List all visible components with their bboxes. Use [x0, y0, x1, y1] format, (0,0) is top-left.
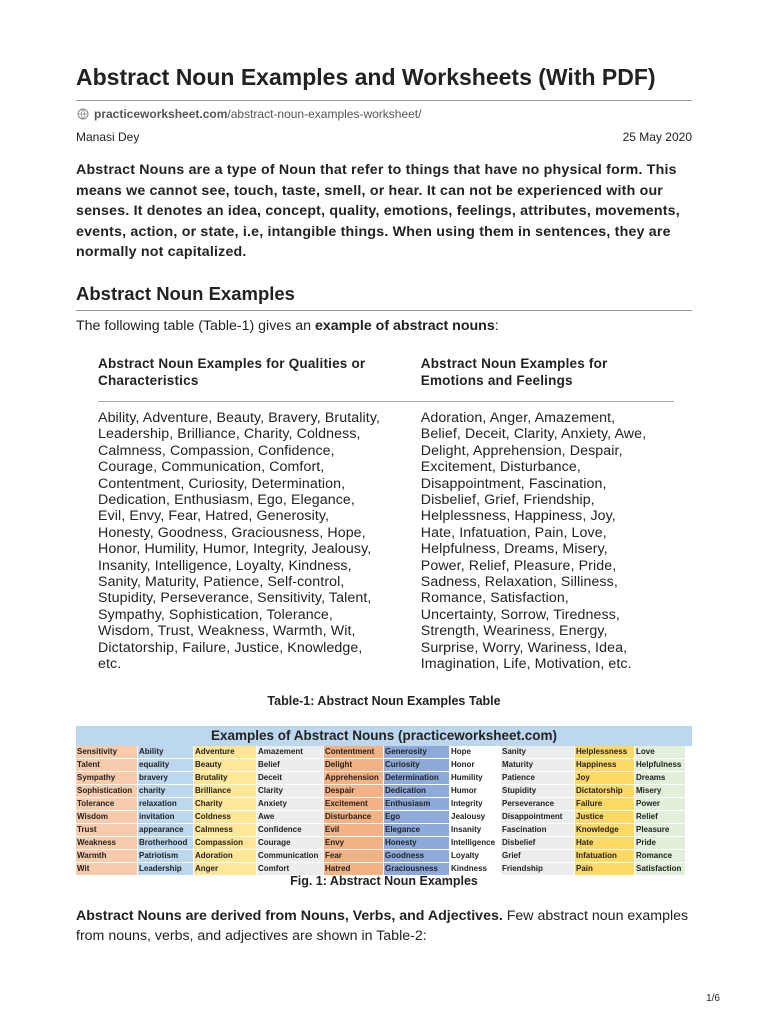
table-line: Imagination, Life, Motivation, etc.: [420, 656, 632, 673]
table-line: Wisdom, Trust, Weakness, Warmth, Wit,: [98, 623, 356, 640]
figure-cell: Calmness: [194, 824, 257, 837]
figure-cell: Brilliance: [194, 785, 257, 798]
table-header-row: [98, 355, 674, 402]
figure-cell: Sympathy: [76, 772, 138, 785]
table-caption: Table-1: Abstract Noun Examples Table: [267, 694, 501, 708]
table-line: Disappointment, Fascination,: [420, 475, 607, 492]
url-path: /abstract-noun-examples-worksheet/: [227, 107, 422, 121]
figure-cell: Sophistication: [76, 785, 138, 798]
figure-cell: invitation: [138, 811, 194, 824]
table-lead-text: [76, 318, 499, 334]
figure-cell: Patience: [501, 772, 575, 785]
table-line: Evil, Envy, Fear, Hatred, Generosity,: [98, 508, 330, 525]
figure-cell: Determination: [384, 772, 450, 785]
table-line: Sanity, Maturity, Patience, Self-control,: [98, 574, 345, 591]
table-line: Delight, Apprehension, Despair,: [420, 442, 623, 459]
figure-cell: Integrity: [450, 798, 501, 811]
table-cell-qualities: [98, 410, 421, 673]
figure-cell: Brutality: [194, 772, 257, 785]
figure-cell: Adoration: [194, 850, 257, 863]
figure-cell: Wisdom: [76, 811, 138, 824]
figure-cell: Helpfulness: [635, 759, 686, 772]
figure-grid: [76, 746, 692, 876]
figure-cell: Excitement: [324, 798, 384, 811]
figure-cell: Tolerance: [76, 798, 138, 811]
figure-cell: Talent: [76, 759, 138, 772]
table-line: Stupidity, Perseverance, Sensitivity, Talent,: [98, 590, 372, 607]
table-line: Insanity, Intelligence, Loyalty, Kindness,: [98, 557, 352, 574]
figure-cell: Power: [635, 798, 686, 811]
table-line: Honor, Humility, Humor, Integrity, Jealousy,: [98, 541, 372, 558]
table-line: Uncertainty, Sorrow, Tiredness,: [420, 606, 620, 623]
figure-cell: Maturity: [501, 759, 575, 772]
figure-cell: Courage: [257, 837, 324, 850]
figure-cell: Relief: [635, 811, 686, 824]
figure-cell: Confidence: [257, 824, 324, 837]
figure-cell: Justice: [575, 811, 635, 824]
figure-cell: Curiosity: [384, 759, 450, 772]
link-icon: [76, 107, 90, 121]
figure-cell: Love: [635, 746, 686, 759]
table-line: Helplessness, Happiness, Joy,: [420, 508, 616, 525]
figure-cell: Hope: [450, 746, 501, 759]
author: Manasi Dey: [76, 130, 140, 144]
figure-cell: Satisfaction: [635, 863, 686, 876]
figure-cell: equality: [138, 759, 194, 772]
figure-cell: Elegance: [384, 824, 450, 837]
table-line: Helpfulness, Dreams, Misery,: [420, 541, 608, 558]
figure-cell: Beauty: [194, 759, 257, 772]
table-line: Excitement, Disturbance,: [420, 459, 581, 476]
figure-cell: Intelligence: [450, 837, 501, 850]
figure-cell: Comfort: [257, 863, 324, 876]
table-line: Courage, Communication, Comfort,: [98, 459, 325, 476]
figure-cell: Loyalty: [450, 850, 501, 863]
source-url[interactable]: [76, 107, 421, 121]
table-header-emotions: Abstract Noun Examples for Emotions and Feelings: [420, 356, 608, 388]
table-line: Sympathy, Sophistication, Tolerance,: [98, 606, 333, 623]
figure-cell: Failure: [575, 798, 635, 811]
table-line: etc.: [98, 656, 122, 673]
figure-cell: Anxiety: [257, 798, 324, 811]
page-title: Abstract Noun Examples and Worksheets (With PDF): [76, 64, 656, 90]
table-line: Contentment, Curiosity, Determination,: [98, 475, 346, 492]
figure-cell: charity: [138, 785, 194, 798]
figure-cell: Honor: [450, 759, 501, 772]
table-line: Calmness, Compassion, Confidence,: [98, 442, 335, 459]
figure-cell: Adventure: [194, 746, 257, 759]
figure-cell: Dictatorship: [575, 785, 635, 798]
lead-text-post: :: [494, 318, 499, 334]
publish-date: 25 May 2020: [622, 130, 692, 144]
figure-cell: bravery: [138, 772, 194, 785]
table-line: Honesty, Goodness, Graciousness, Hope,: [98, 524, 366, 541]
figure-cell: Despair: [324, 785, 384, 798]
figure-cell: Enthusiasm: [384, 798, 450, 811]
figure-cell: Contentment: [324, 746, 384, 759]
figure-cell: Sensitivity: [76, 746, 138, 759]
table-header-qualities: Abstract Noun Examples for Qualities or Characteristics: [98, 356, 366, 388]
figure-title: Examples of Abstract Nouns (practiceworksheet.com): [76, 726, 692, 746]
figure-cell: Graciousness: [384, 863, 450, 876]
derived-rest: Few abstract noun examples from nouns, verbs, and adjectives are shown in Table-2:: [76, 908, 689, 944]
table-body-row: [98, 410, 674, 673]
figure-cell: Deceit: [257, 772, 324, 785]
figure-cell: Patriotism: [138, 850, 194, 863]
figure-cell: Anger: [194, 863, 257, 876]
figure-cell: Disappointment: [501, 811, 575, 824]
table-line: Dictatorship, Failure, Justice, Knowledge,: [98, 639, 363, 656]
table-line: Leadership, Brilliance, Charity, Coldness,: [98, 426, 361, 443]
figure-caption: Fig. 1: Abstract Noun Examples: [290, 874, 478, 888]
figure-cell: Stupidity: [501, 785, 575, 798]
figure-cell: Fear: [324, 850, 384, 863]
url-domain: practiceworksheet.com: [94, 107, 228, 121]
figure-cell: Ego: [384, 811, 450, 824]
table-line: Surprise, Worry, Wariness, Idea,: [420, 639, 628, 656]
intro-paragraph: Abstract Nouns are a type of Noun that refer to things that have no physical form. This means we cannot see, touch, taste, smell, or hear. It can not be experienced with our senses. It denotes an idea, concept, quality, emotions, feelings, attributes, movements, events, action, or state, i.e, intangible things. When using them in sentences, they are normally not capitalized.: [76, 162, 680, 261]
figure-cell: Misery: [635, 785, 686, 798]
figure-cell: Communication: [257, 850, 324, 863]
figure-cell: Happiness: [575, 759, 635, 772]
table-line: Belief, Deceit, Clarity, Anxiety, Awe,: [420, 426, 647, 443]
derived-paragraph: [76, 906, 692, 946]
derived-bold: Abstract Nouns are derived from Nouns, Verbs, and Adjectives.: [76, 908, 503, 924]
figure-cell: Grief: [501, 850, 575, 863]
figure-cell: Belief: [257, 759, 324, 772]
table-line: Hate, Infatuation, Pain, Love,: [420, 524, 607, 541]
figure-cell: Trust: [76, 824, 138, 837]
figure-cell: Brotherhood: [138, 837, 194, 850]
table-line: Romance, Satisfaction,: [420, 590, 569, 607]
figure-cell: Clarity: [257, 785, 324, 798]
lead-text-bold: example of abstract nouns: [314, 318, 495, 334]
table-cell-emotions: [421, 410, 674, 673]
lead-text-pre: The following table (Table-1) gives an: [76, 318, 315, 334]
figure-cell: Dedication: [384, 785, 450, 798]
abstract-noun-table: [98, 355, 674, 673]
figure-cell: appearance: [138, 824, 194, 837]
figure-cell: Hate: [575, 837, 635, 850]
figure-cell: Insanity: [450, 824, 501, 837]
figure-cell: Disbelief: [501, 837, 575, 850]
figure-cell: Infatuation: [575, 850, 635, 863]
figure-cell: Evil: [324, 824, 384, 837]
figure-cell: Ability: [138, 746, 194, 759]
figure-cell: Delight: [324, 759, 384, 772]
table-line: Power, Relief, Pleasure, Pride,: [420, 557, 617, 574]
figure-cell: Generosity: [384, 746, 450, 759]
table-line: Ability, Adventure, Beauty, Bravery, Brutality,: [98, 410, 380, 426]
figure-cell: Dreams: [635, 772, 686, 785]
figure-cell: Amazement: [257, 746, 324, 759]
figure-cell: Awe: [257, 811, 324, 824]
table-line: Adoration, Anger, Amazement,: [420, 410, 616, 426]
abstract-nouns-figure: [76, 726, 692, 873]
figure-cell: Pride: [635, 837, 686, 850]
figure-cell: Joy: [575, 772, 635, 785]
title-divider: [76, 100, 692, 101]
figure-cell: Coldness: [194, 811, 257, 824]
figure-cell: Apprehension: [324, 772, 384, 785]
figure-cell: Disturbance: [324, 811, 384, 824]
figure-cell: Warmth: [76, 850, 138, 863]
table-line: Strength, Weariness, Energy,: [420, 623, 608, 640]
figure-cell: Humor: [450, 785, 501, 798]
figure-cell: Kindness: [450, 863, 501, 876]
figure-cell: Hatred: [324, 863, 384, 876]
page-number: 1/6: [706, 993, 720, 1004]
figure-cell: Goodness: [384, 850, 450, 863]
figure-cell: Honesty: [384, 837, 450, 850]
figure-cell: Compassion: [194, 837, 257, 850]
figure-cell: Pleasure: [635, 824, 686, 837]
figure-cell: Knowledge: [575, 824, 635, 837]
figure-cell: Perseverance: [501, 798, 575, 811]
figure-cell: Leadership: [138, 863, 194, 876]
table-line: Dedication, Enthusiasm, Ego, Elegance,: [98, 492, 355, 509]
figure-cell: Pain: [575, 863, 635, 876]
figure-cell: relaxation: [138, 798, 194, 811]
figure-cell: Fascination: [501, 824, 575, 837]
figure-cell: Charity: [194, 798, 257, 811]
figure-cell: Friendship: [501, 863, 575, 876]
figure-cell: Weakness: [76, 837, 138, 850]
figure-cell: Sanity: [501, 746, 575, 759]
section-heading: Abstract Noun Examples: [76, 283, 295, 304]
figure-cell: Romance: [635, 850, 686, 863]
table-line: Disbelief, Grief, Friendship,: [420, 492, 595, 509]
figure-cell: Jealousy: [450, 811, 501, 824]
section-divider: [76, 310, 692, 311]
figure-cell: Humility: [450, 772, 501, 785]
table-line: Sadness, Relaxation, Silliness,: [420, 574, 618, 591]
figure-cell: Wit: [76, 863, 138, 876]
figure-cell: Helplessness: [575, 746, 635, 759]
figure-cell: Envy: [324, 837, 384, 850]
